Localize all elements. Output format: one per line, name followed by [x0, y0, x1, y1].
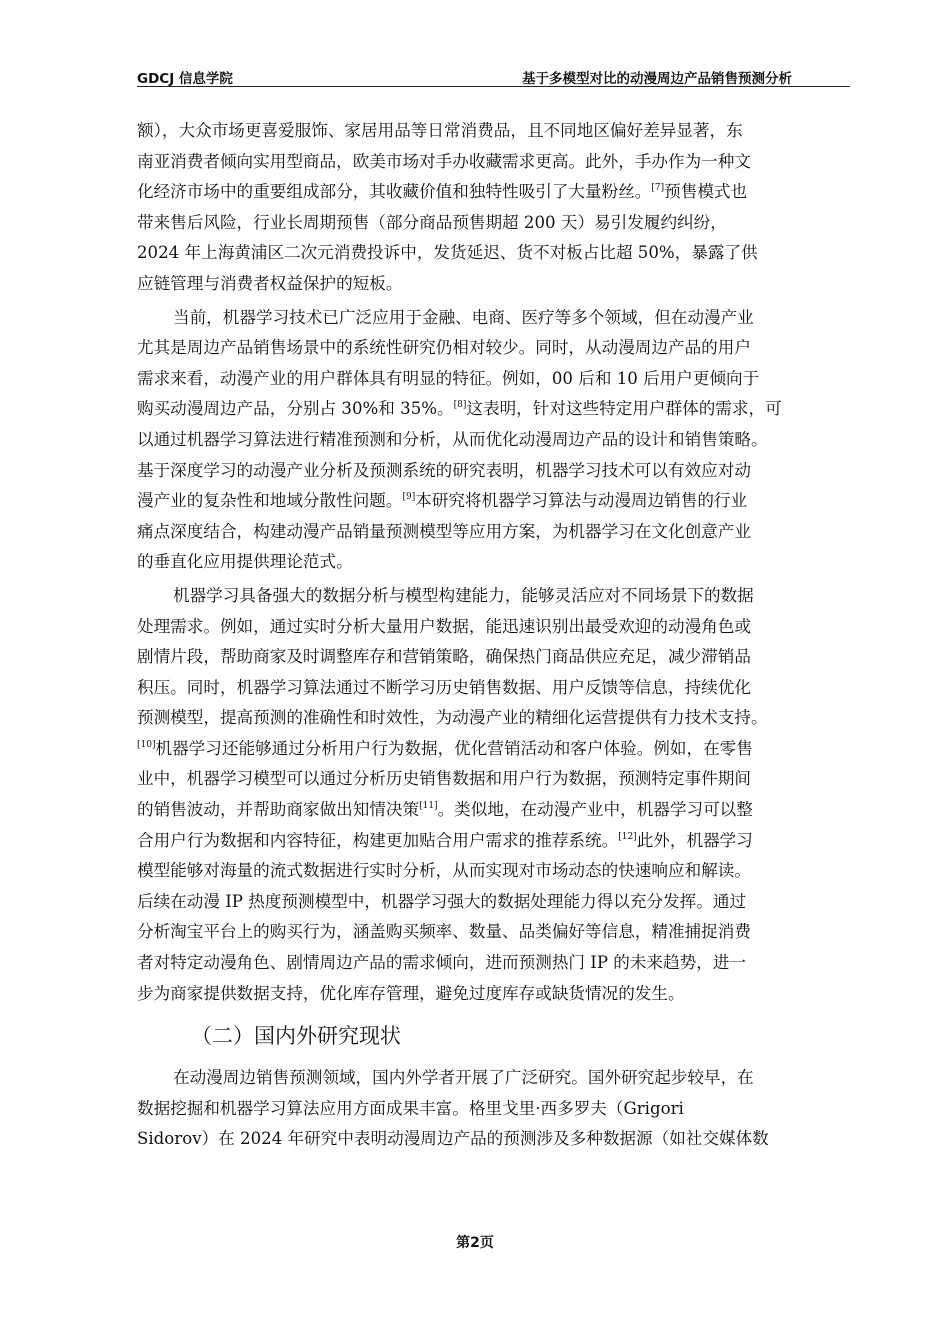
paragraph-3 [137, 581, 850, 1009]
text-segment: 此外，机器学习 [636, 830, 753, 850]
text-line: 处理需求。例如，通过实时分析大量用户数据，能迅速识别出最受欢迎的动漫角色或 [137, 616, 751, 636]
page-number: 第2页 [456, 1235, 494, 1251]
text-segment: 化经济市场中的重要组成部分，其收藏价值和独特性吸引了大量粉丝。 [137, 182, 652, 202]
text-line [137, 795, 850, 826]
text-line: 分析淘宝平台上的购买行为，涵盖购买频率、数量、品类偏好等信息，精准捕捉消费 [137, 922, 751, 942]
text-line [137, 486, 850, 517]
text-line [137, 826, 850, 857]
text-line: 带来售后风险，行业长周期预售（部分商品预售期超 200 天）易引发履约纠纷， [137, 212, 727, 232]
text-line: Sidorov）在 2024 年研究中表明动漫周边产品的预测涉及多种数据源（如社交媒体数 [137, 1129, 769, 1149]
text-line: 以通过机器学习算法进行精准预测和分析，从而优化动漫周边产品的设计和销售策略。 [137, 429, 768, 449]
section-heading: （二）国内外研究现状 [191, 1024, 401, 1049]
citation-ref: [9] [402, 492, 416, 503]
header-paper-title: 基于多模型对比的动漫周边产品销售预测分析 [522, 71, 792, 87]
text-line: 者对特定动漫角色、剧情周边产品的需求倾向，进而预测热门 IP 的未来趋势，进一 [137, 953, 747, 973]
paragraph-1 [137, 116, 850, 300]
text-line: 剧情片段，帮助商家及时调整库存和营销策略，确保热门商品供应充足，减少滞销品 [137, 647, 751, 667]
text-line: 当前，机器学习技术已广泛应用于金融、电商、医疗等多个领域，但在动漫产业 [173, 307, 754, 327]
text-line: 的垂直化应用提供理论范式。 [137, 552, 353, 572]
header-institution: GDCJ 信息学院 [137, 71, 233, 87]
text-segment: 。类似地，在动漫产业中，机器学习可以整 [437, 800, 753, 820]
text-line: 积压。同时，机器学习算法通过不断学习历史销售数据、用户反馈等信息，持续优化 [137, 677, 751, 697]
text-line: 需求来看，动漫产业的用户群体具有明显的特征。例如，00 后和 10 后用户更倾向于 [137, 368, 760, 388]
text-segment: 购买动漫周边产品，分别占 30%和 35%。 [137, 399, 454, 419]
text-line [137, 394, 850, 425]
text-segment: 本研究将机器学习算法与动漫周边销售的行业 [415, 491, 748, 511]
text-line: 在动漫周边销售预测领域，国内外学者开展了广泛研究。国外研究起步较早，在 [173, 1068, 754, 1088]
page-header [137, 64, 850, 87]
text-line: 额），大众市场更喜爱服饰、家居用品等日常消费品，且不同地区偏好差异显著，东 [137, 121, 743, 140]
text-line: 2024 年上海黄浦区二次元消费投诉中，发货延迟、货不对板占比超 50%，暴露了供 [137, 243, 758, 263]
text-line [137, 177, 850, 208]
text-segment: 合用户行为数据和内容特征，构建更加贴合用户需求的推荐系统。 [137, 830, 619, 850]
text-line: 预测模型，提高预测的准确性和时效性，为动漫产业的精细化运营提供有力技术支持。 [137, 708, 768, 728]
text-line: 数据挖掘和机器学习算法应用方面成果丰富。格里戈里·西多罗夫（Grigori [137, 1098, 684, 1118]
text-line: 模型能够对海量的流式数据进行实时分析，从而实现对市场动态的快速响应和解读。 [137, 861, 751, 881]
text-line: 痛点深度结合，构建动漫产品销量预测模型等应用方案，为机器学习在文化创意产业 [137, 521, 751, 541]
citation-ref: [11] [419, 801, 438, 812]
text-line: 南亚消费者倾向实用型商品，欧美市场对手办收藏需求更高。此外，手办作为一种文 [137, 151, 751, 171]
text-line: 步为商家提供数据支持，优化库存管理，避免过度库存或缺货情况的发生。 [137, 983, 685, 1003]
citation-ref: [12] [618, 831, 637, 842]
citation-ref: [7] [651, 183, 665, 194]
paragraph-4 [137, 1063, 850, 1155]
citation-ref: [8] [453, 400, 467, 411]
text-segment: 的销售波动，并帮助商家做出知情决策 [137, 800, 420, 820]
text-segment: 这表明，针对这些特定用户群体的需求，可 [466, 399, 782, 419]
text-line [137, 734, 850, 765]
page-body [137, 116, 850, 1155]
text-line: 基于深度学习的动漫产业分析及预测系统的研究表明，机器学习技术可以有效应对动 [137, 460, 751, 480]
citation-ref: [10] [137, 739, 156, 750]
text-line: 业中，机器学习模型可以通过分析历史销售数据和用户行为数据，预测特定事件期间 [137, 769, 751, 789]
text-line: 机器学习具备强大的数据分析与模型构建能力，能够灵活应对不同场景下的数据 [173, 585, 754, 605]
text-segment: 预售模式也 [664, 182, 748, 202]
paragraph-2 [137, 303, 850, 578]
text-line: 尤其是周边产品销售场景中的系统性研究仍相对较少。同时，从动漫周边产品的用户 [137, 338, 751, 358]
text-line: 应链管理与消费者权益保护的短板。 [137, 273, 403, 293]
text-segment: 漫产业的复杂性和地域分散性问题。 [137, 491, 403, 511]
text-line: 后续在动漫 IP 热度预测模型中，机器学习强大的数据处理能力得以充分发挥。通过 [137, 891, 747, 911]
text-segment: 机器学习还能够通过分析用户行为数据，优化营销活动和客户体验。例如，在零售 [155, 738, 753, 758]
